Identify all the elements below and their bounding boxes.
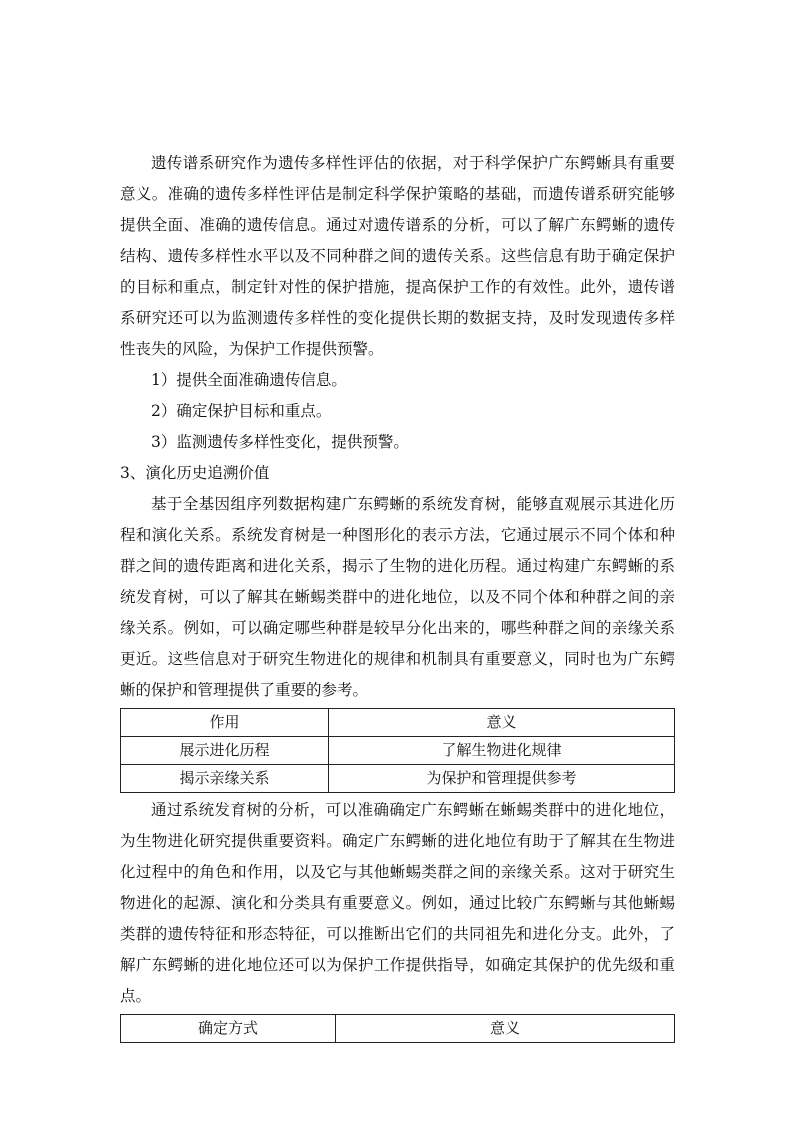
paragraph-phylogenetic-tree: 基于全基因组序列数据构建广东鳄蜥的系统发育树，能够直观展示其进化历程和演化关系。系统发育树是一种图形化的表示方法，它通过展示不同个体和种群之间的遗传距离和进化关系，揭示了生物的进化历程。通过构建广东鳄蜥的系统发育树，可以了解其在蜥蜴类群中的进化地位，以及不同个体和种群之间的亲缘关系。例如，可以确定哪些种群是较早分化出来的，哪些种群之间的亲缘关系更近。这些信息对于研究生物进化的规律和机制具有重要意义，同时也为广东鳄蜥的保护和管理提供了重要的参考。 [120,495,675,699]
table-header-cell: 作用 [121,709,329,737]
table-header-row [121,709,675,737]
document-page [120,148,675,1045]
table-row [121,737,675,765]
table-cell: 揭示亲缘关系 [121,765,329,793]
table-header-cell: 意义 [329,709,675,737]
paragraph-evolutionary-position: 通过系统发育树的分析，可以准确确定广东鳄蜥在蜥蜴类群中的进化地位，为生物进化研究提供重要资料。确定广东鳄蜥的进化地位有助于了解其在生物进化过程中的角色和作用，以及它与其他蜥蜴类群之间的亲缘关系。这对于研究生物进化的起源、演化和分类具有重要意义。例如，通过比较广东鳄蜥与其他蜥蜴类群的遗传特征和形态特征，可以推断出它们的共同祖先和进化分支。此外，了解广东鳄蜥的进化地位还可以为保护工作提供指导，如确定其保护的优先级和重点。 [120,801,675,1005]
section-heading-3: 3、演化历史追溯价值 [120,464,270,482]
table-header-cell: 确定方式 [121,1015,336,1043]
table-cell: 展示进化历程 [121,737,329,765]
list-item-1: 1）提供全面准确遗传信息。 [151,371,347,389]
list-item-2: 2）确定保护目标和重点。 [151,402,332,420]
paragraph-genetic-pedigree: 遗传谱系研究作为遗传多样性评估的依据，对于科学保护广东鳄蜥具有重要意义。准确的遗传多样性评估是制定科学保护策略的基础，而遗传谱系研究能够提供全面、准确的遗传信息。通过对遗传谱系的分析，可以了解广东鳄蜥的遗传结构、遗传多样性水平以及不同种群之间的遗传关系。这些信息有助于确定保护的目标和重点，制定针对性的保护措施，提高保护工作的有效性。此外，遗传谱系研究还可以为监测遗传多样性的变化提供长期的数据支持，及时发现遗传多样性丧失的风险，为保护工作提供预警。 [120,154,675,358]
list-item-3: 3）监测遗传多样性变化，提供预警。 [151,433,409,451]
table-method-meaning [120,1014,675,1043]
table-row [121,765,675,793]
table-cell: 为保护和管理提供参考 [329,765,675,793]
table-cell: 了解生物进化规律 [329,737,675,765]
table-header-cell: 意义 [336,1015,675,1043]
table-header-row [121,1015,675,1043]
table-function-meaning [120,708,675,793]
